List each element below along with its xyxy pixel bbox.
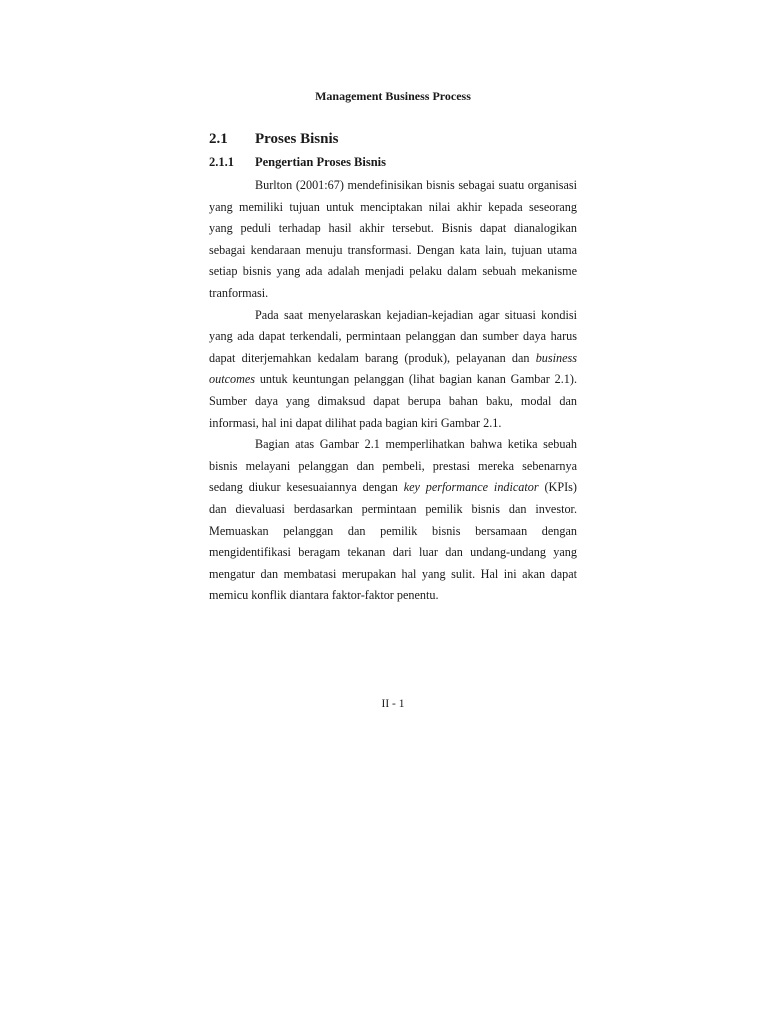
- section-number: 2.1: [209, 131, 228, 147]
- paragraph-2-text-a: Pada saat menyelaraskan kejadian-kejadian agar situasi kondisi yang ada dapat terkendali, permintaan pelanggan dan sumber daya harus dapat diterjemahkan kedalam barang (produk), pelayanan dan: [209, 307, 577, 365]
- paragraph-3-text-a: Bagian atas Gambar 2.1 memperlihatkan bahwa ketika sebuah bisnis melayani pelanggan dan pembeli, prestasi mereka sebenarnya sedang diukur kesesuaiannya dengan: [209, 437, 577, 495]
- body-text: [209, 175, 577, 607]
- paragraph-3-text-b: (KPIs) dan dievaluasi berdasarkan permintaan pemilik bisnis dan investor. Memuaskan pelanggan dan pemilik bisnis bersamaan dengan mengidentifikasi beragam tekanan dari luar dan undang-undang yang mengatur dan membatasi merupakan hal yang sulit. Hal ini akan dapat memicu konflik diantara faktor-faktor penentu.: [209, 480, 577, 603]
- paragraph-2: [209, 305, 577, 435]
- section-title: Proses Bisnis: [255, 131, 339, 147]
- italic-term-kpi: key performance indicator: [403, 480, 539, 495]
- subsection-number: 2.1.1: [209, 155, 234, 169]
- paragraph-2-text-b: untuk keuntungan pelanggan (lihat bagian kanan Gambar 2.1). Sumber daya yang dimaksud dapat berupa bahan baku, modal dan informasi, hal ini dapat dilihat pada bagian kiri Gambar 2.1.: [209, 372, 577, 430]
- document-title: Management Business Process: [315, 89, 471, 103]
- section-heading: [209, 131, 339, 148]
- page-number: II - 1: [381, 698, 405, 710]
- paragraph-1: Burlton (2001:67) mendefinisikan bisnis sebagai suatu organisasi yang memiliki tujuan untuk menciptakan nilai akhir kepada seseorang yang peduli terhadap hasil akhir tersebut. Bisnis dapat dianalogikan sebagai kendaraan menuju transformasi. Dengan kata lain, tujuan utama setiap bisnis yang ada adalah menjadi pelaku dalam sebuah mekanisme tranformasi.: [209, 178, 577, 300]
- italic-term-business: business: [535, 350, 577, 365]
- italic-term-outcomes: outcomes: [209, 372, 256, 387]
- subsection-title: Pengertian Proses Bisnis: [255, 155, 387, 169]
- paragraph-3: [209, 434, 577, 607]
- subsection-heading: [209, 155, 386, 170]
